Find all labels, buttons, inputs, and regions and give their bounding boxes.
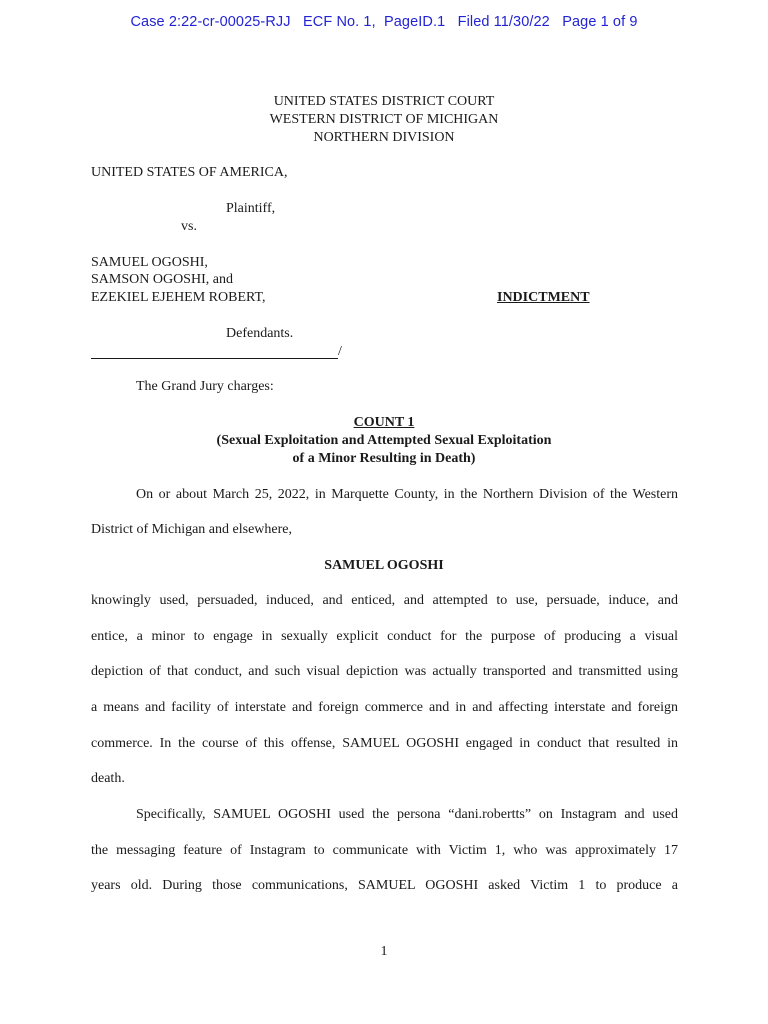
paragraph-2-line-3: depiction of that conduct, and such visual depiction was actually transported and transmitted using (91, 664, 678, 679)
document-type-title: INDICTMENT (497, 290, 590, 305)
plaintiff-role: Plaintiff, (226, 201, 276, 216)
versus-label: vs. (181, 219, 197, 234)
division-name: NORTHERN DIVISION (313, 130, 455, 145)
paragraph-2-line-1: knowingly used, persuaded, induced, and enticed, and attempted to use, persuade, induce, and (91, 593, 678, 608)
court-heading (0, 93, 768, 147)
paragraph-3-line-2: the messaging feature of Instagram to communicate with Victim 1, who was approximately 17 (91, 843, 678, 858)
defendant-role: Defendants. (226, 326, 294, 341)
grand-jury-charges: The Grand Jury charges: (136, 379, 274, 394)
defendant-3: EZEKIEL EJEHEM ROBERT, (91, 290, 266, 305)
count-title: COUNT 1 (353, 415, 415, 430)
count-description-line-2: of a Minor Resulting in Death) (292, 451, 476, 466)
paragraph-2-line-2: entice, a minor to engage in sexually explicit conduct for the purpose of producing a visual (91, 629, 678, 644)
plaintiff-name: UNITED STATES OF AMERICA, (91, 165, 288, 180)
paragraph-3-line-1: Specifically, SAMUEL OGOSHI used the persona “dani.robertts” on Instagram and used (136, 807, 678, 822)
district-name: WESTERN DISTRICT OF MICHIGAN (269, 112, 499, 127)
caption-divider-slash: / (338, 344, 342, 359)
court-name: UNITED STATES DISTRICT COURT (273, 94, 495, 109)
paragraph-1-line-2: District of Michigan and elsewhere, (91, 522, 292, 537)
defendant-1: SAMUEL OGOSHI, (91, 255, 208, 270)
count-description-line-1: (Sexual Exploitation and Attempted Sexual Exploitation (216, 433, 552, 448)
paragraph-3-line-3: years old. During those communications, SAMUEL OGOSHI asked Victim 1 to produce a (91, 878, 678, 893)
defendant-2: SAMSON OGOSHI, and (91, 272, 233, 287)
paragraph-2-line-4: a means and facility of interstate and foreign commerce and in and affecting interstate and foreign (91, 700, 678, 715)
page-number: 1 (380, 944, 388, 959)
paragraph-2-line-5: commerce. In the course of this offense, SAMUEL OGOSHI engaged in conduct that resulted in (91, 736, 678, 751)
paragraph-1-line-1: On or about March 25, 2022, in Marquette County, in the Northern Division of the Western (136, 487, 678, 502)
ecf-filing-stamp: Case 2:22-cr-00025-RJJ ECF No. 1, PageID.1 Filed 11/30/22 Page 1 of 9 (130, 14, 638, 30)
defendant-heading: SAMUEL OGOSHI (324, 558, 444, 573)
caption-divider-line (91, 358, 338, 359)
paragraph-2-line-6: death. (91, 771, 125, 786)
